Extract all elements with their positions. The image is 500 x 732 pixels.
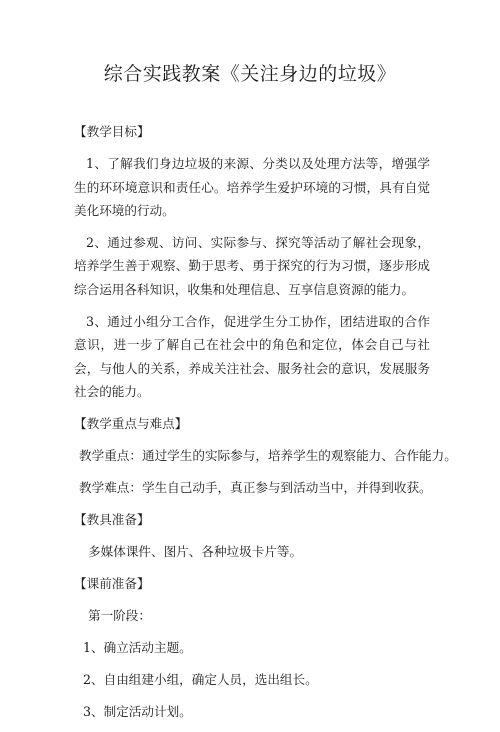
- document-body: [74, 120, 457, 732]
- goal-item-3: 3、通过小组分工合作，促进学生分工协作，团结进取的合作意识，进一步了解自己在社会中的角色和定位，体会自己与社会，与他人的关系，养成关注社会、服务社会的意识，发展服务社会的能力。: [74, 313, 430, 400]
- goal-item-1: 1、了解我们身边垃圾的来源、分类以及处理方法等，增强学生的环环境意识和责任心。培养学生爱护环境的习惯，具有自觉美化环境的行动。: [74, 156, 430, 219]
- preparation-step-3: 3、制定活动计划。: [83, 703, 192, 719]
- section-heading-key-points: 【教学重点与难点】: [74, 415, 188, 431]
- section-heading-materials: 【教具准备】: [74, 511, 150, 527]
- teaching-focus: 教学重点：通过学生的实际参与，培养学生的观察能力、合作能力。: [79, 447, 457, 463]
- section-heading-goals: 【教学目标】: [74, 124, 150, 139]
- goal-item-2: 2、通过参观、访问、实际参与、探究等活动了解社会现象，培养学生善于观察、勤于思考、勇于探究的行为习惯，逐步形成综合运用各科知识，收集和处理信息、互享信息资源的能力。: [74, 234, 430, 297]
- teaching-difficulty: 教学难点：学生自己动手，真正参与到活动当中，并得到收获。: [79, 479, 432, 495]
- materials-text: 多媒体课件、图片、各种垃圾卡片等。: [88, 543, 303, 559]
- document-title: 综合实践教案《关注身边的垃圾》: [103, 63, 397, 85]
- preparation-step-1: 1、确立活动主题。: [83, 639, 192, 655]
- preparation-step-2: 2、自由组建小组，确定人员，选出组长。: [83, 671, 318, 687]
- preparation-stage: 第一阶段：: [88, 607, 151, 623]
- section-heading-preparation: 【课前准备】: [74, 575, 150, 591]
